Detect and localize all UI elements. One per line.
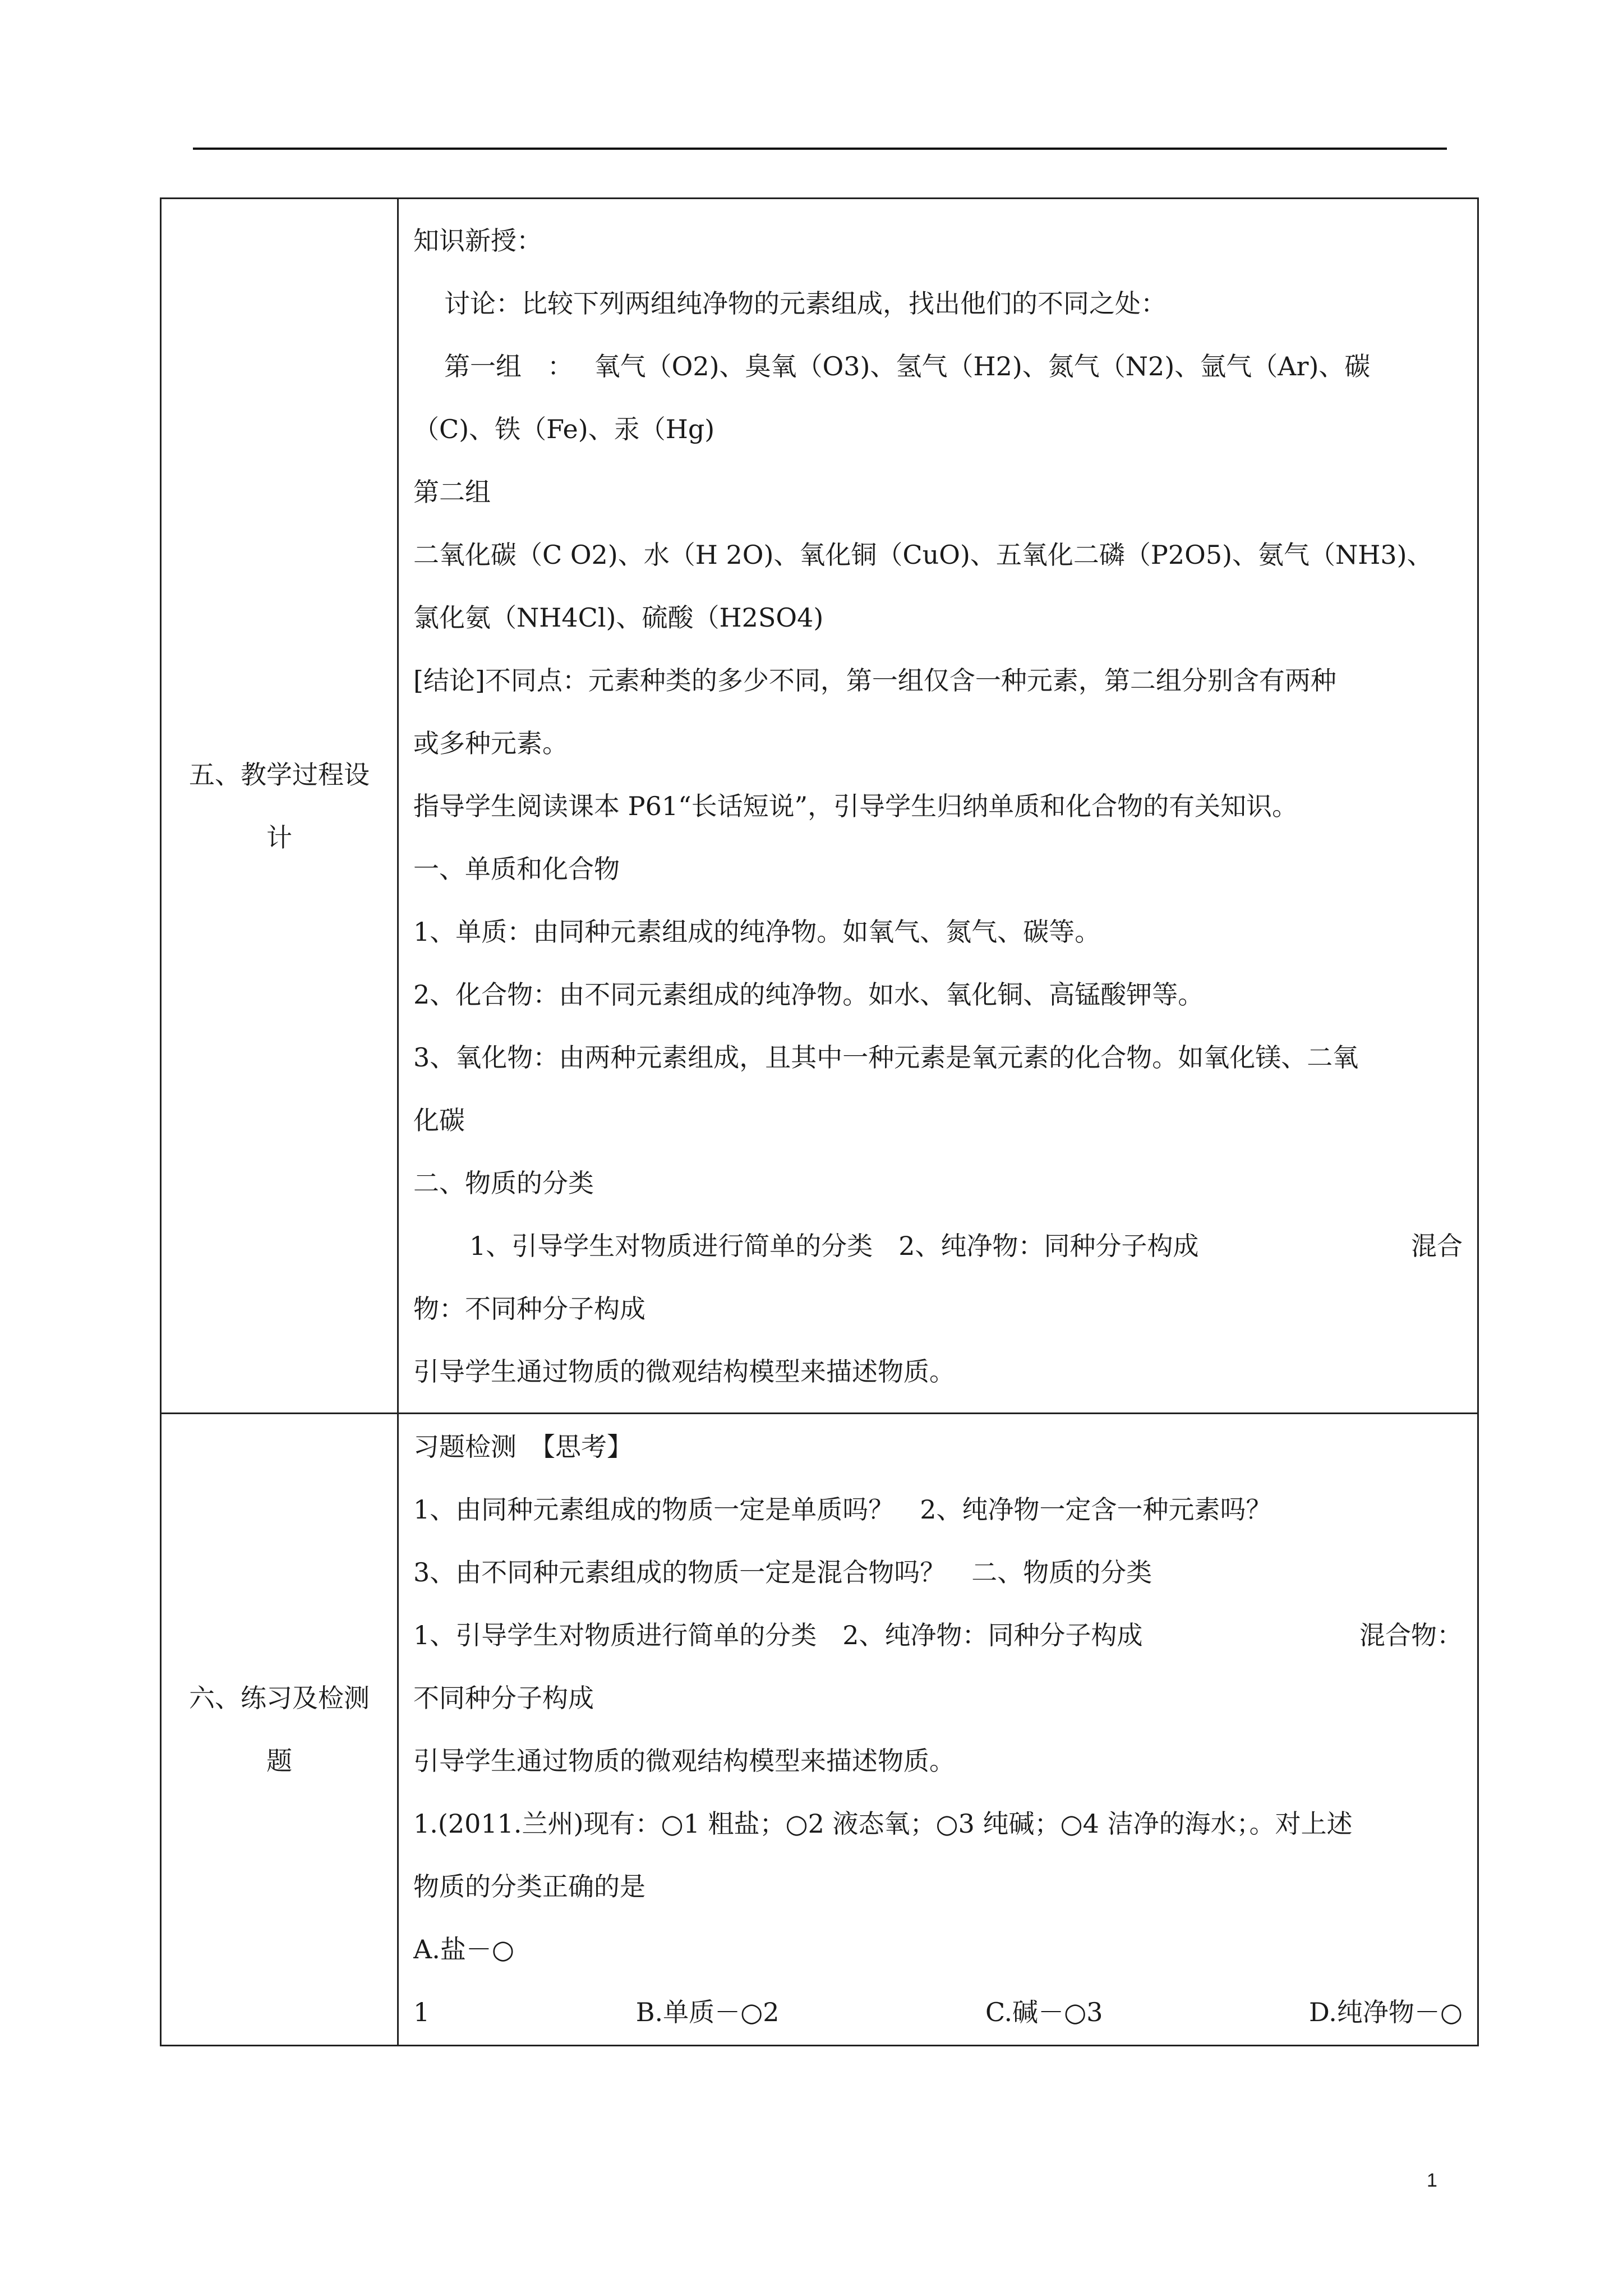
s6-line-option-a: A.盐－○	[413, 1934, 514, 1964]
s6-line-problem-1: 1.(2011.兰州)现有：○1 粗盐；○2 液态氧；○3 纯碱；○4 洁净的海水；。对上述	[413, 1809, 1353, 1839]
lesson-plan-table	[160, 197, 1479, 2046]
s5-classification-right: 混合	[1411, 1230, 1463, 1261]
section5-label-line1: 五、教学过程设	[189, 759, 370, 790]
s6-line-exercise-title: 习题检测 【思考】	[413, 1432, 633, 1462]
s5-line-guide-reading: 指导学生阅读课本 P61“长话短说”，引导学生归纳单质和化合物的有关知识。	[413, 790, 1298, 821]
section6-label-line1: 六、练习及检测	[189, 1683, 370, 1713]
section5-label-line2: 计	[266, 822, 292, 853]
s5-line-heading-2: 二、物质的分类	[413, 1167, 594, 1198]
section6-label-cell	[161, 1414, 398, 2046]
s6-option-c: C.碱－○3	[985, 1997, 1103, 2027]
s5-line-group1: 第一组 ： 氧气（O2)、臭氧（O3)、氢气（H2)、氮气（N2)、氩气（Ar)、碳	[444, 351, 1371, 381]
s5-line-conclusion-cont: 或多种元素。	[413, 728, 568, 758]
s5-line-new-knowledge: 知识新授：	[413, 225, 542, 256]
section6-label-line2: 题	[266, 1746, 292, 1776]
s6-line-question-1-2: 1、由同种元素组成的物质一定是单质吗？ 2、纯净物一定含一种元素吗？	[413, 1494, 1272, 1525]
s5-line-oxide: 3、氧化物：由两种元素组成，且其中一种元素是氧元素的化合物。如氧化镁、二氧	[413, 1042, 1359, 1073]
s5-line-group1-cont: （C)、铁（Fe)、汞（Hg)	[413, 413, 715, 444]
s5-line-heading-1: 一、单质和化合物	[413, 853, 620, 884]
s5-line-group2-title: 第二组	[413, 476, 491, 507]
s5-line-discussion: 讨论：比较下列两组纯净物的元素组成，找出他们的不同之处：	[444, 288, 1166, 319]
s5-line-group2: 二氧化碳（C O2)、水（H 2O)、氧化铜（CuO)、五氧化二磷（P2O5)、氨气（NH3)、	[413, 539, 1433, 570]
section5-content-cell	[398, 199, 1478, 1414]
section6-content-cell	[398, 1414, 1478, 2046]
s6-option-d: D.纯净物－○	[1308, 1997, 1463, 2027]
s6-classification-right: 混合物：	[1359, 1620, 1463, 1650]
header-rule	[193, 148, 1447, 150]
s5-line-oxide-cont: 化碳	[413, 1105, 465, 1135]
page-number: 1	[1427, 2170, 1437, 2191]
table-row-section6	[161, 1414, 1478, 2046]
s5-line-classification	[413, 1214, 1463, 1277]
s5-line-group2-cont: 氯化氨（NH4Cl)、硫酸（H2SO4)	[413, 602, 824, 633]
s6-option-a-cont: 1	[413, 1997, 430, 2027]
s6-line-problem-1-cont: 物质的分类正确的是	[413, 1871, 645, 1902]
s6-line-model: 引导学生通过物质的微观结构模型来描述物质。	[413, 1746, 955, 1776]
s6-line-options	[413, 1981, 1463, 2044]
s5-line-conclusion: [结论]不同点：元素种类的多少不同，第一组仅含一种元素，第二组分别含有两种	[413, 665, 1336, 696]
s5-line-compound: 2、化合物：由不同元素组成的纯净物。如水、氧化铜、高锰酸钾等。	[413, 979, 1204, 1010]
s6-line-mixture: 不同种分子构成	[413, 1683, 594, 1713]
s5-line-element: 1、单质：由同种元素组成的纯净物。如氧气、氮气、碳等。	[413, 916, 1101, 947]
s6-classification-left: 1、引导学生对物质进行简单的分类 2、纯净物：同种分子构成	[413, 1620, 1143, 1650]
s5-classification-left: 1、引导学生对物质进行简单的分类 2、纯净物：同种分子构成	[469, 1230, 1199, 1261]
table-row-section5	[161, 199, 1478, 1414]
s6-line-classification	[413, 1604, 1463, 1667]
s5-line-model: 引导学生通过物质的微观结构模型来描述物质。	[413, 1356, 955, 1387]
section5-label-cell	[161, 199, 398, 1414]
s5-line-mixture: 物：不同种分子构成	[413, 1293, 645, 1324]
s6-option-b: B.单质－○2	[635, 1997, 780, 2027]
s6-line-question-3: 3、由不同种元素组成的物质一定是混合物吗？ 二、物质的分类	[413, 1557, 1152, 1588]
